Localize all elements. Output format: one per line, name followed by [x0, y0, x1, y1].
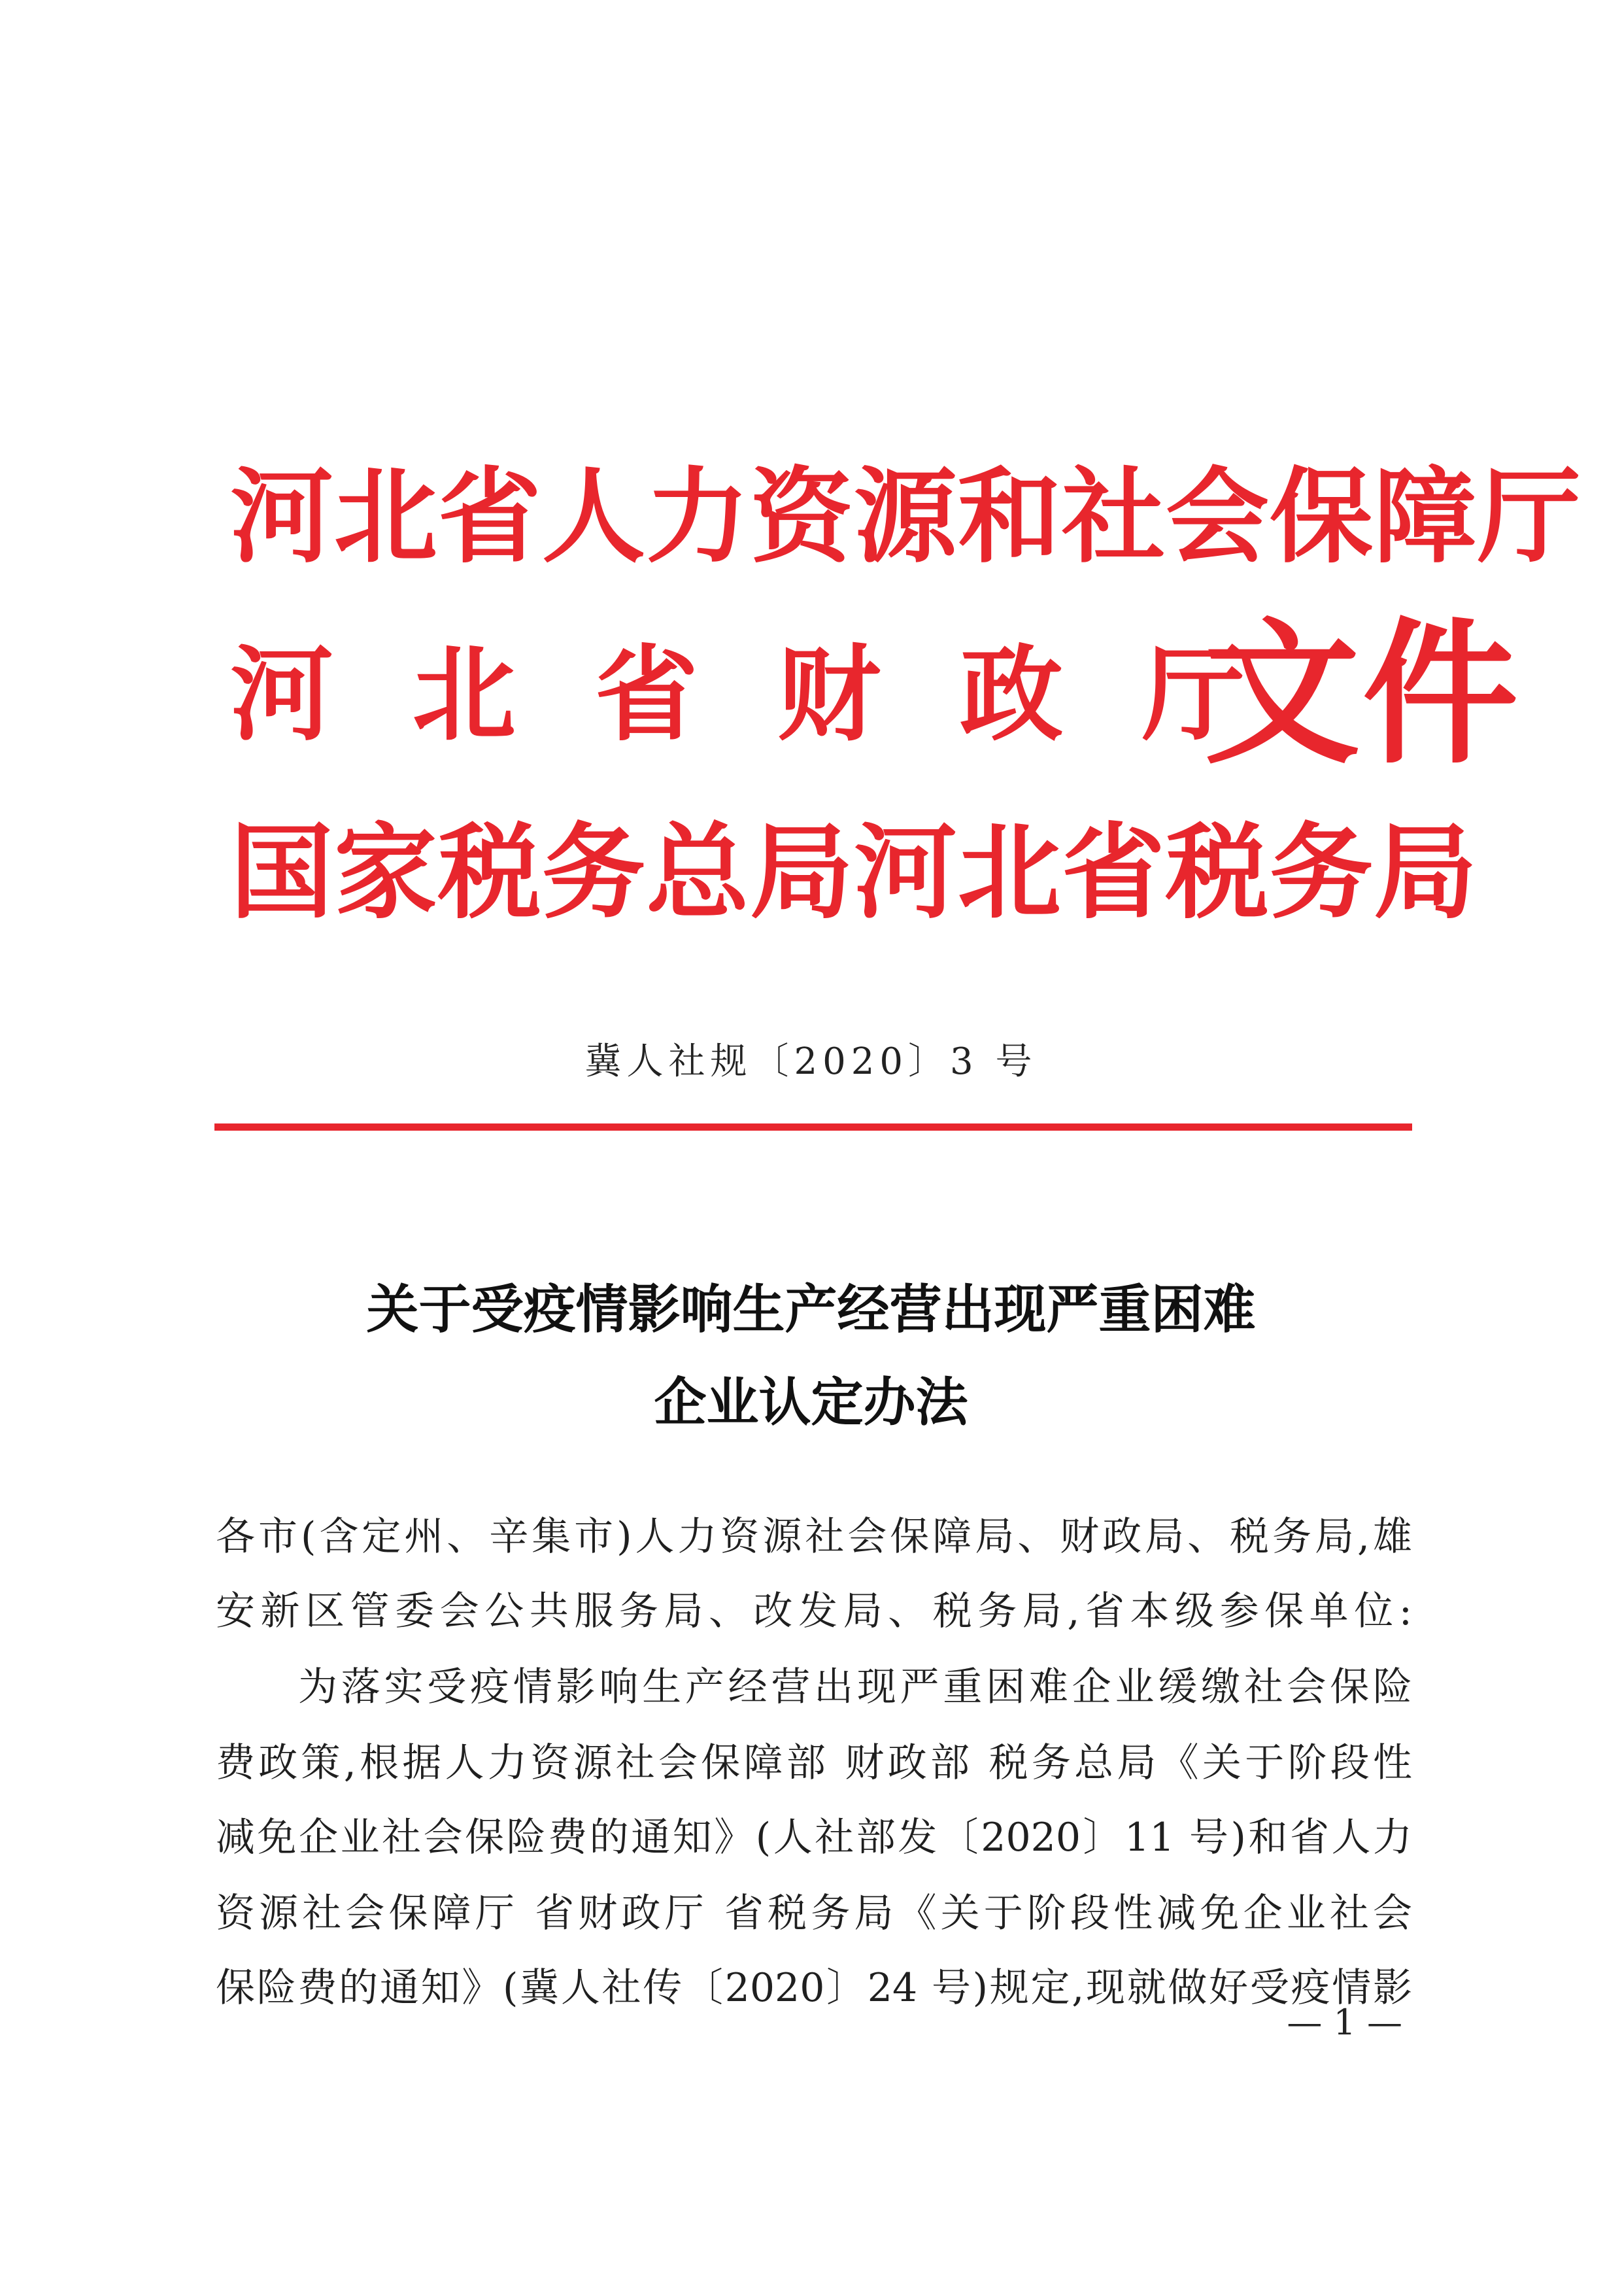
document-type-label: 文件	[1204, 604, 1521, 785]
document-title-line-1: 关于受疫情影响生产经营出现严重困难	[366, 1278, 1256, 1340]
page-number: — 1 —	[1287, 2002, 1402, 2043]
body-line: 安新区管委会公共服务局、改发局、税务局,省本级参保单位:	[216, 1588, 1412, 1634]
issuer-hebei-finance: 河北省财政厅	[230, 635, 1325, 755]
body-line: 为落实受疫情影响生产经营出现严重困难企业缓缴社会保险	[298, 1664, 1412, 1710]
body-line: 资源社会保障厅 省财政厅 省税务局《关于阶段性减免企业社会	[216, 1891, 1412, 1936]
document-number: 冀人社规〔2020〕3 号	[584, 1040, 1038, 1083]
body-line: 保险费的通知》(冀人社传〔2020〕24 号)规定,现就做好受疫情影	[216, 1965, 1412, 2011]
issuer-hebei-tax: 国家税务总局河北省税务局	[230, 813, 1478, 933]
document-title-line-2: 企业认定办法	[654, 1371, 968, 1433]
issuer-hebei-hrss: 河北省人力资源和社会保障厅	[230, 457, 1581, 577]
body-line: 各市(含定州、辛集市)人力资源社会保障局、财政局、税务局,雄	[216, 1514, 1412, 1560]
body-line: 减免企业社会保险费的通知》(人社部发〔2020〕11 号)和省人力	[216, 1815, 1412, 1860]
red-divider	[214, 1123, 1412, 1131]
body-line: 费政策,根据人力资源社会保障部 财政部 税务总局《关于阶段性	[216, 1740, 1412, 1786]
